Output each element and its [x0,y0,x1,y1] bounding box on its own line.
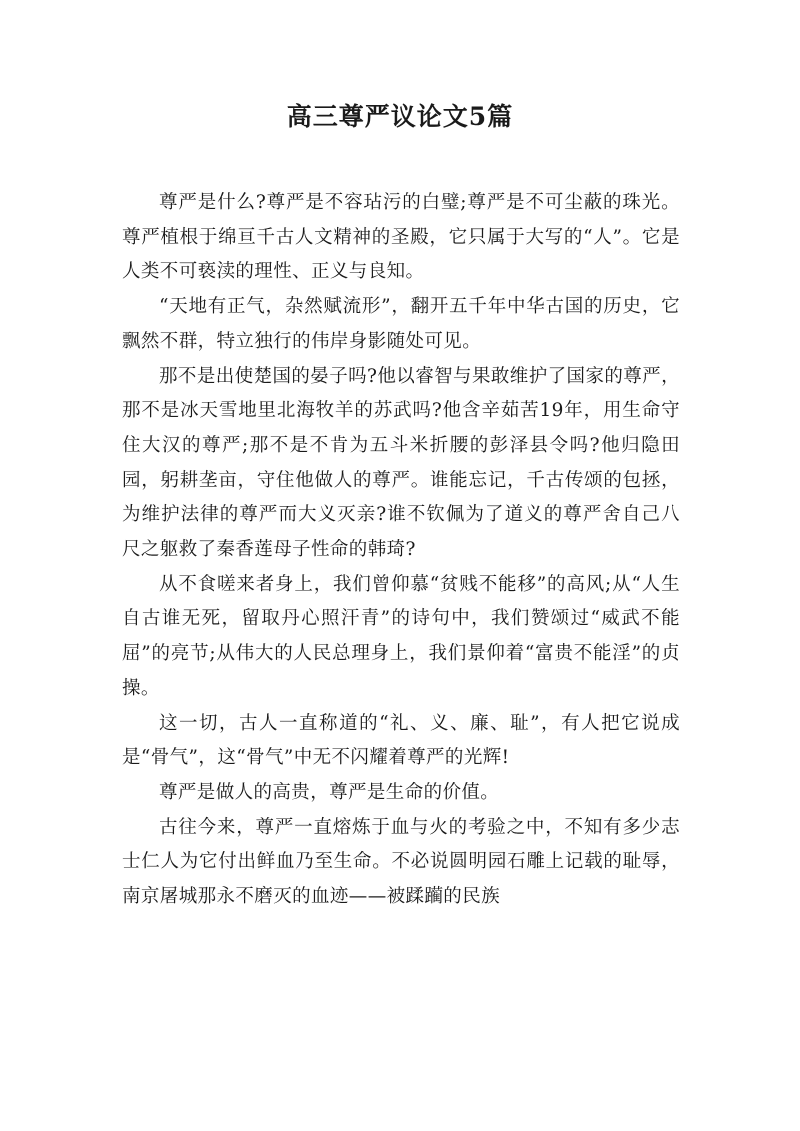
paragraph-1: 尊严是什么?尊严是不容玷污的白璧;尊严是不可尘蔽的珠光。尊严植根于绵亘千古人文精神的圣殿，它只属于大写的“人”。它是人类不可亵渎的理性、正义与良知。 [122,192,680,283]
paragraph-3: 那不是出使楚国的晏子吗?他以睿智与果敢维护了国家的尊严，那不是冰天雪地里北海牧羊的苏武吗?他含辛茹苦19年，用生命守住大汉的尊严;那不是不肯为五斗米折腰的彭泽县令吗?他归隐田园，躬耕垄亩，守住他做人的尊严。谁能忘记，千古传颂的包拯，为维护法律的尊严而大义灭亲?谁不钦佩为了道义的尊严舍自己八尺之躯救了秦香莲母子性命的韩琦? [122,365,680,561]
paragraph-5: 这一切，古人一直称道的“礼、义、廉、耻”，有人把它说成是“骨气”，这“骨气”中无不闪耀着尊严的光辉! [122,712,680,769]
paragraph-6: 尊严是做人的高贵，尊严是生命的价值。 [159,781,500,803]
document-title: 高三尊严议论文5篇 [286,102,514,131]
paragraph-2: “天地有正气，杂然赋流形”，翻开五千年中华古国的历史，它飘然不群，特立独行的伟岸身影随处可见。 [122,296,680,352]
paragraph-7: 古往今来，尊严一直熔炼于血与火的考验之中，不知有多少志士仁人为它付出鲜血乃至生命。不必说圆明园石雕上记载的耻辱，南京屠城那永不磨灭的血迹——被蹂躏的民族 [122,816,680,908]
paragraph-4: 从不食嗟来者身上，我们曾仰慕“贫贱不能移”的高风;从“人生自古谁无死，留取丹心照汗青”的诗句中，我们赞颂过“威武不能屈”的亮节;从伟大的人民总理身上，我们景仰着“富贵不能淫”的贞操。 [122,573,680,699]
document-body [122,186,680,915]
